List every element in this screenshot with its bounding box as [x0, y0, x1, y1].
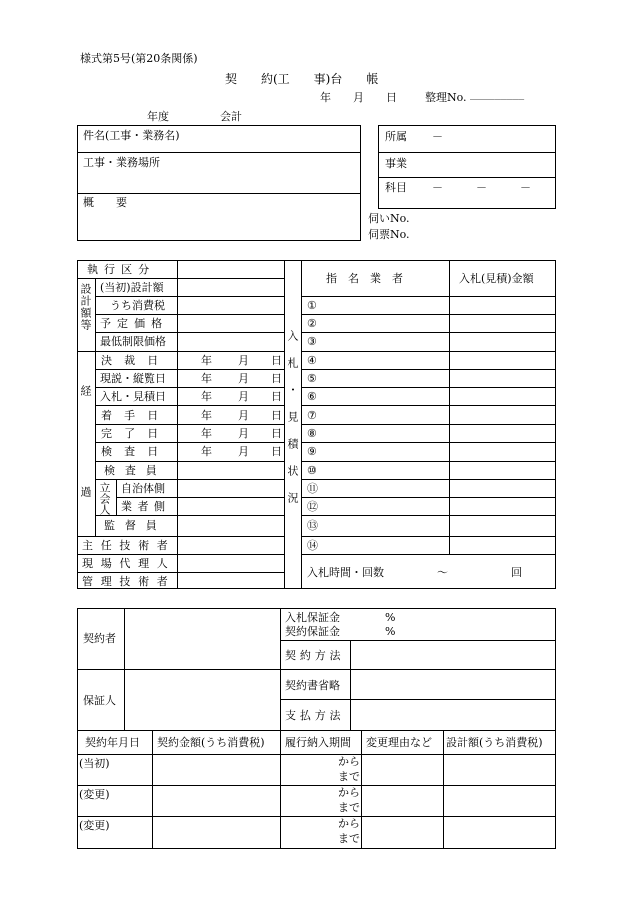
- nyusatsu-group-label: 入札・見積状況: [286, 330, 299, 519]
- row-label-1: (当初): [79, 757, 110, 770]
- ukagai-label: 伺いNo.: [368, 212, 410, 225]
- col-header-5: 設計額(うち消費税): [446, 736, 543, 749]
- shikko-label: 執行区分: [87, 263, 156, 276]
- page-title: 契 約(工 事)台 帳: [225, 72, 379, 86]
- bidder-number: ⑨: [307, 445, 317, 458]
- sekkei-row-2: うち消費税: [110, 299, 165, 312]
- bidder-number: ⑭: [307, 539, 318, 552]
- bidder-number: ⑫: [307, 500, 318, 513]
- date-tsuki: 月: [238, 372, 249, 385]
- kensain-label: 検査員: [104, 464, 167, 477]
- col-header-1: 契約年月日: [85, 736, 140, 749]
- kara-3: から: [338, 817, 360, 830]
- genba-label: 現場代理人: [82, 557, 176, 570]
- percent-1: %: [385, 611, 396, 624]
- keika-row-4: 着手日: [101, 409, 171, 422]
- sekkei-row-3: 予定価格: [100, 317, 169, 330]
- date-nen: 年: [201, 409, 212, 422]
- kara-2: から: [338, 786, 360, 799]
- kantokuin-label: 監督員: [104, 519, 167, 532]
- date-hi: 日: [271, 409, 282, 422]
- date-nen: 年: [201, 354, 212, 367]
- kamoku-label: 科目: [385, 181, 407, 194]
- shozoku-label: 所属: [385, 130, 407, 143]
- col-header-3: 履行納入期間: [285, 736, 351, 749]
- date-nen: 年: [201, 427, 212, 440]
- kanri-label: 管理技術者: [82, 575, 176, 588]
- keiyaku-hoho-label: 契約方法: [285, 649, 345, 662]
- bidder-number: ②: [307, 317, 317, 330]
- date-line: 年 月 日: [320, 91, 397, 104]
- keiyaku-hosho-label: 契約保証金: [285, 625, 340, 638]
- date-tsuki: 月: [238, 445, 249, 458]
- kingaku-header: 入札(見積)金額: [459, 272, 534, 285]
- date-tsuki: 月: [238, 354, 249, 367]
- shunin-label: 主任技術者: [82, 539, 176, 552]
- made-3: まで: [338, 832, 360, 845]
- keika-group-label: 経過: [79, 385, 92, 587]
- bidder-number: ⑪: [307, 482, 318, 495]
- bidder-number: ⑩: [307, 464, 317, 477]
- tachiai-row-1: 自治体側: [121, 482, 165, 495]
- date-hi: 日: [271, 354, 282, 367]
- bidder-number: ③: [307, 335, 317, 348]
- row-label-2: (変更): [79, 788, 110, 801]
- bidder-number: ⑦: [307, 409, 317, 422]
- date-tsuki: 月: [238, 427, 249, 440]
- date-hi: 日: [271, 445, 282, 458]
- basho-label: 工事・業務場所: [83, 156, 160, 169]
- keika-row-3: 入札・見積日: [100, 390, 166, 403]
- shiharai-label: 支払方法: [285, 709, 345, 722]
- hoshonin-label: 保証人: [83, 694, 116, 707]
- shoryaku-label: 契約書省略: [285, 679, 340, 692]
- date-nen: 年: [201, 445, 212, 458]
- sekkei-group-label: 設計額等: [79, 283, 92, 331]
- jikan-label: 入札時間・回数: [307, 566, 384, 579]
- date-nen: 年: [201, 390, 212, 403]
- bidder-number: ⑤: [307, 372, 317, 385]
- jikan-kai: 回: [511, 566, 522, 579]
- keika-row-6: 検査日: [101, 445, 171, 458]
- made-2: まで: [338, 801, 360, 814]
- keika-row-2: 現説・縦覧日: [100, 372, 166, 385]
- seiri-value: _________: [470, 89, 525, 100]
- jikan-tilde: ～: [437, 566, 448, 579]
- shimei-header: 指 名 業 者: [326, 272, 403, 285]
- form-number: 様式第5号(第20条関係): [80, 52, 198, 65]
- percent-2: %: [385, 625, 396, 638]
- kamoku-dashes: － － －: [432, 181, 531, 194]
- made-1: まで: [338, 770, 360, 783]
- denpyo-label: 伺票No.: [368, 228, 410, 241]
- date-tsuki: 月: [238, 390, 249, 403]
- keika-row-1: 決裁日: [101, 354, 171, 367]
- bidder-number: ④: [307, 354, 317, 367]
- gaiyo-label: 概 要: [83, 196, 127, 209]
- sekkei-row-4: 最低制限価格: [100, 335, 166, 348]
- sekkei-row-1: (当初)設計額: [100, 281, 164, 294]
- col-header-2: 契約金額(うち消費税): [157, 736, 265, 749]
- kenmei-label: 件名(工事・業務名): [83, 129, 180, 142]
- top-left-box: [77, 125, 361, 241]
- bidder-number: ⑧: [307, 427, 317, 440]
- tachiai-row-2: 業者側: [121, 500, 171, 513]
- seiri-label: 整理No.: [425, 91, 467, 104]
- date-hi: 日: [271, 427, 282, 440]
- kara-1: から: [338, 755, 360, 768]
- jigyo-label: 事業: [385, 157, 407, 170]
- date-nen: 年: [201, 372, 212, 385]
- keiyakusha-label: 契約者: [83, 632, 116, 645]
- bidder-number: ①: [307, 299, 317, 312]
- keika-row-5: 完了日: [101, 427, 171, 440]
- row-label-3: (変更): [79, 819, 110, 832]
- bidder-number: ⑬: [307, 519, 318, 532]
- date-hi: 日: [271, 390, 282, 403]
- shozoku-dash: －: [432, 130, 443, 143]
- year-label: 年度: [147, 110, 169, 123]
- tachiai-group-label: 立会人: [98, 482, 111, 515]
- bottom-table: [77, 608, 556, 849]
- date-tsuki: 月: [238, 409, 249, 422]
- nyusatsu-hosho-label: 入札保証金: [285, 611, 340, 624]
- bidder-number: ⑥: [307, 390, 317, 403]
- date-hi: 日: [271, 372, 282, 385]
- col-header-4: 変更理由など: [366, 736, 432, 749]
- account-label: 会計: [220, 110, 242, 123]
